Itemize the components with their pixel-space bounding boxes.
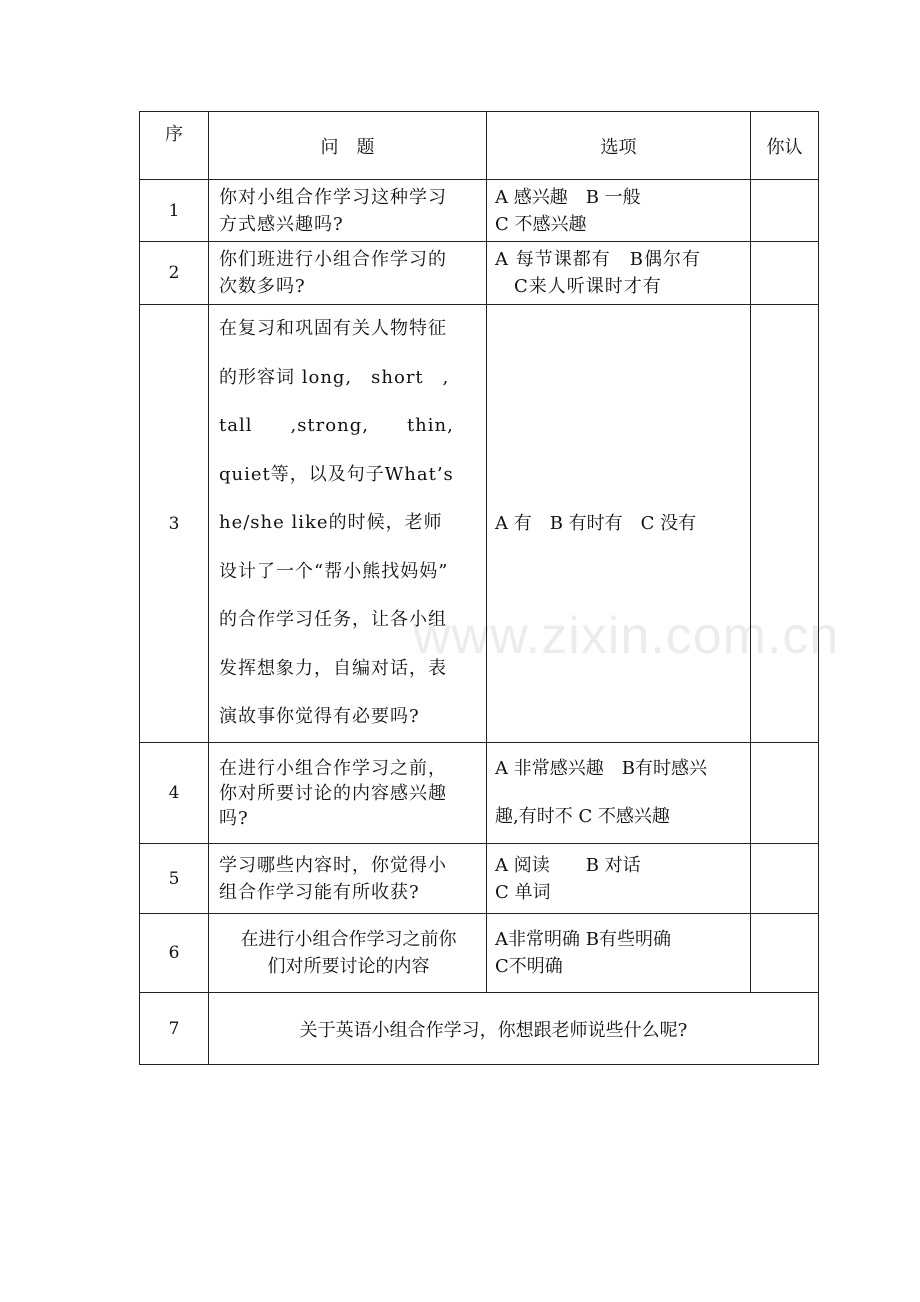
table-row (140, 993, 819, 1065)
open-question-cell: 关于英语小组合作学习，你想跟老师说些什么呢? (209, 993, 819, 1065)
header-seq: 序 (140, 112, 209, 180)
question-line: 的合作学习任务，让各小组 (219, 609, 447, 631)
question-line: 学习哪些内容时，你觉得小 (219, 854, 447, 876)
table-row (140, 743, 819, 844)
header-question: 问 题 (209, 112, 487, 180)
option-line: C不明确 (495, 956, 563, 977)
option-line: A 非常感兴趣 B有时感兴 (495, 758, 707, 779)
table-row (140, 242, 819, 305)
table-row (140, 844, 819, 914)
table-row (140, 305, 819, 743)
option-line: C 单词 (495, 881, 551, 903)
option-line: A 每节课都有 B偶尔有 (495, 249, 701, 270)
question-line: 设计了一个“帮小熊找妈妈” (219, 560, 449, 582)
answer-cell[interactable] (751, 844, 819, 914)
question-line: 你对小组合作学习这种学习 (219, 186, 447, 208)
question-line: tall ,strong, thin, (219, 415, 454, 437)
row-seq: 4 (140, 743, 209, 844)
option-line: C来人听课时才有 (495, 276, 662, 297)
header-options: 选项 (487, 112, 751, 180)
header-your-answer: 你认 (751, 112, 819, 180)
option-line: 趣,有时不 C 不感兴趣 (495, 806, 670, 827)
question-cell (209, 844, 487, 914)
option-line: A 有 B 有时有 C 没有 (495, 513, 697, 534)
row-seq: 5 (140, 844, 209, 914)
question-cell (209, 305, 487, 743)
question-line: 发挥想象力，自编对话，表 (219, 657, 447, 679)
option-line: A 阅读 B 对话 (495, 854, 641, 876)
row-seq: 6 (140, 914, 209, 993)
question-cell (209, 242, 487, 305)
answer-cell[interactable] (751, 242, 819, 305)
question-line: 次数多吗? (219, 276, 306, 297)
row-seq: 1 (140, 180, 209, 242)
options-cell (487, 180, 751, 242)
table-row (140, 914, 819, 993)
options-cell (487, 305, 751, 743)
table-row (140, 180, 819, 242)
row-seq: 3 (140, 305, 209, 743)
question-line: 你们班进行小组合作学习的 (219, 249, 447, 270)
question-line: 演故事你觉得有必要吗? (219, 706, 420, 728)
answer-cell[interactable] (751, 180, 819, 242)
row-seq: 2 (140, 242, 209, 305)
question-line: 们对所要讨论的内容 (267, 956, 430, 977)
answer-cell[interactable] (751, 305, 819, 743)
options-cell (487, 844, 751, 914)
header-row (140, 112, 819, 180)
question-line: 你对所要讨论的内容感兴趣 (219, 782, 447, 804)
option-line: A 感兴趣 B 一般 (495, 186, 641, 208)
option-line: A非常明确 B有些明确 (495, 929, 671, 950)
options-cell (487, 242, 751, 305)
question-line: 组合作学习能有所收获? (219, 881, 420, 903)
answer-cell[interactable] (751, 914, 819, 993)
question-cell (209, 743, 487, 844)
question-line: 在复习和巩固有关人物特征 (219, 318, 447, 340)
row-seq: 7 (140, 993, 209, 1065)
question-line: 在进行小组合作学习之前， (219, 757, 447, 779)
question-line: 方式感兴趣吗? (219, 213, 344, 235)
survey-table (139, 111, 819, 1065)
option-line: C 不感兴趣 (495, 213, 587, 235)
question-line: 的形容词 long, short , (219, 366, 450, 388)
question-line: 吗? (219, 807, 249, 829)
options-cell (487, 743, 751, 844)
question-line: he/she like的时候，老师 (219, 512, 443, 534)
question-line: quiet等，以及句子What’s (219, 463, 454, 485)
watermark: www.zixin.com.cn (413, 607, 840, 665)
options-cell (487, 914, 751, 993)
question-cell (209, 180, 487, 242)
question-line: 在进行小组合作学习之前你 (240, 929, 457, 950)
question-cell (209, 914, 487, 993)
answer-cell[interactable] (751, 743, 819, 844)
